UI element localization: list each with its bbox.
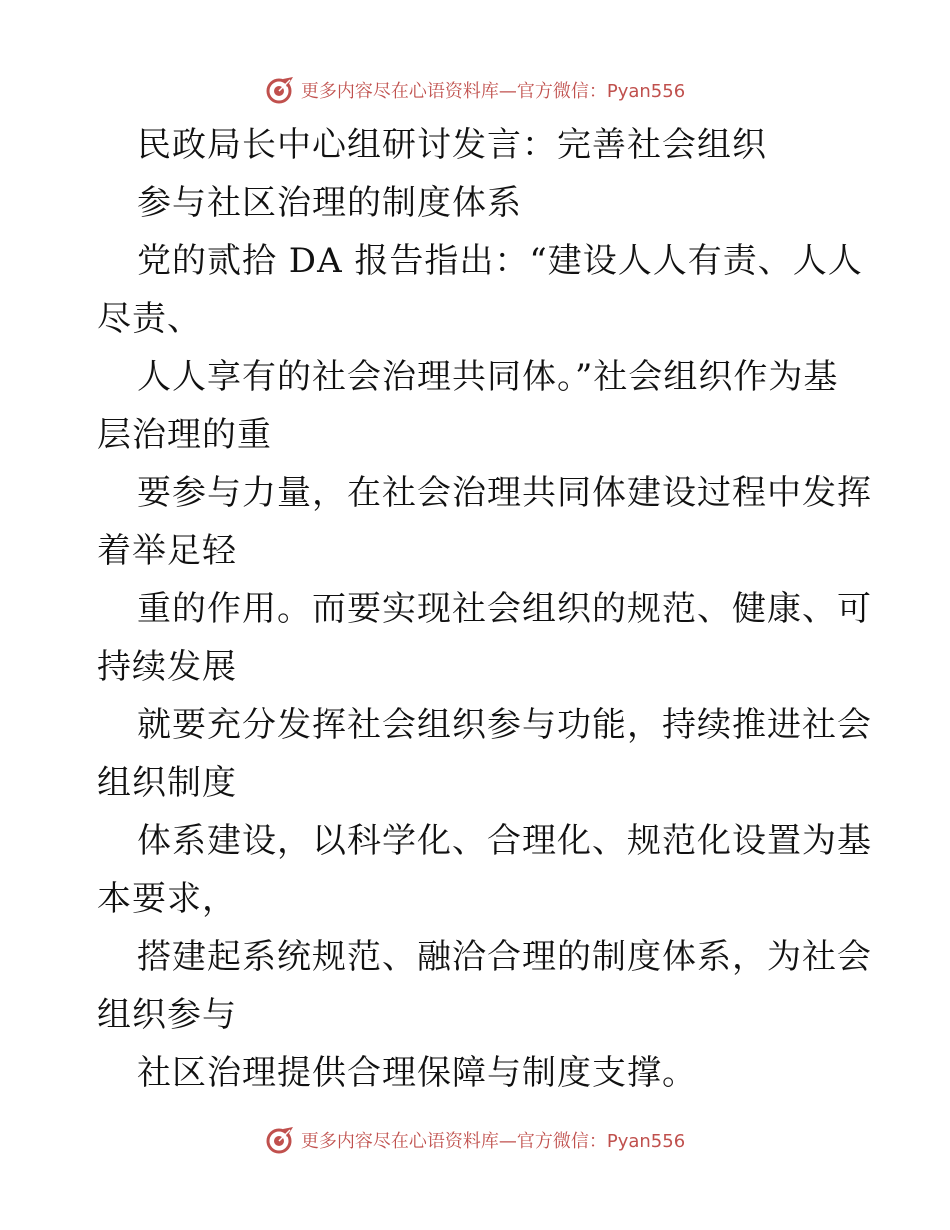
text-line: 本要求， — [97, 879, 237, 919]
banner-inner — [265, 75, 685, 105]
text-line: 着举足轻 — [97, 531, 237, 571]
text-line: 民政局长中心组研讨发言：完善社会组织 — [137, 125, 767, 165]
quill-seal-icon — [265, 75, 295, 105]
text-line: 层治理的重 — [97, 415, 272, 455]
text-line: 社区治理提供合理保障与制度支撑。 — [137, 1053, 697, 1093]
text-line: 参与社区治理的制度体系 — [137, 183, 522, 223]
text-line: 要参与力量，在社会治理共同体建设过程中发挥 — [137, 473, 872, 513]
text-line: 重的作用。而要实现社会组织的规范、健康、可 — [137, 589, 872, 629]
text-line: 组织制度 — [97, 763, 237, 803]
banner-inner — [265, 1125, 685, 1155]
banner-text-main: 更多内容尽在心语资料库—官方微信： — [300, 1131, 607, 1152]
text-line: 持续发展 — [97, 647, 237, 687]
document-body — [97, 116, 872, 1102]
text-line: 组织参与 — [97, 995, 237, 1035]
banner-wechat-id: Pyan556 — [606, 81, 686, 102]
footer-banner — [0, 1120, 950, 1160]
text-line: 搭建起系统规范、融洽合理的制度体系，为社会 — [137, 937, 872, 977]
banner-text — [301, 1127, 685, 1153]
banner-wechat-id: Pyan556 — [606, 1131, 686, 1152]
text-line: 人人享有的社会治理共同体。”社会组织作为基 — [137, 357, 839, 397]
text-line: 尽责、 — [97, 299, 202, 339]
quill-seal-icon — [265, 1125, 295, 1155]
banner-text — [301, 77, 685, 103]
text-line: 就要充分发挥社会组织参与功能，持续推进社会 — [137, 705, 872, 745]
text-line: 体系建设，以科学化、合理化、规范化设置为基 — [137, 821, 872, 861]
text-line: 党的贰拾 DA 报告指出：“建设人人有责、人人 — [137, 241, 863, 281]
banner-text-main: 更多内容尽在心语资料库—官方微信： — [300, 81, 607, 102]
header-banner — [0, 70, 950, 110]
